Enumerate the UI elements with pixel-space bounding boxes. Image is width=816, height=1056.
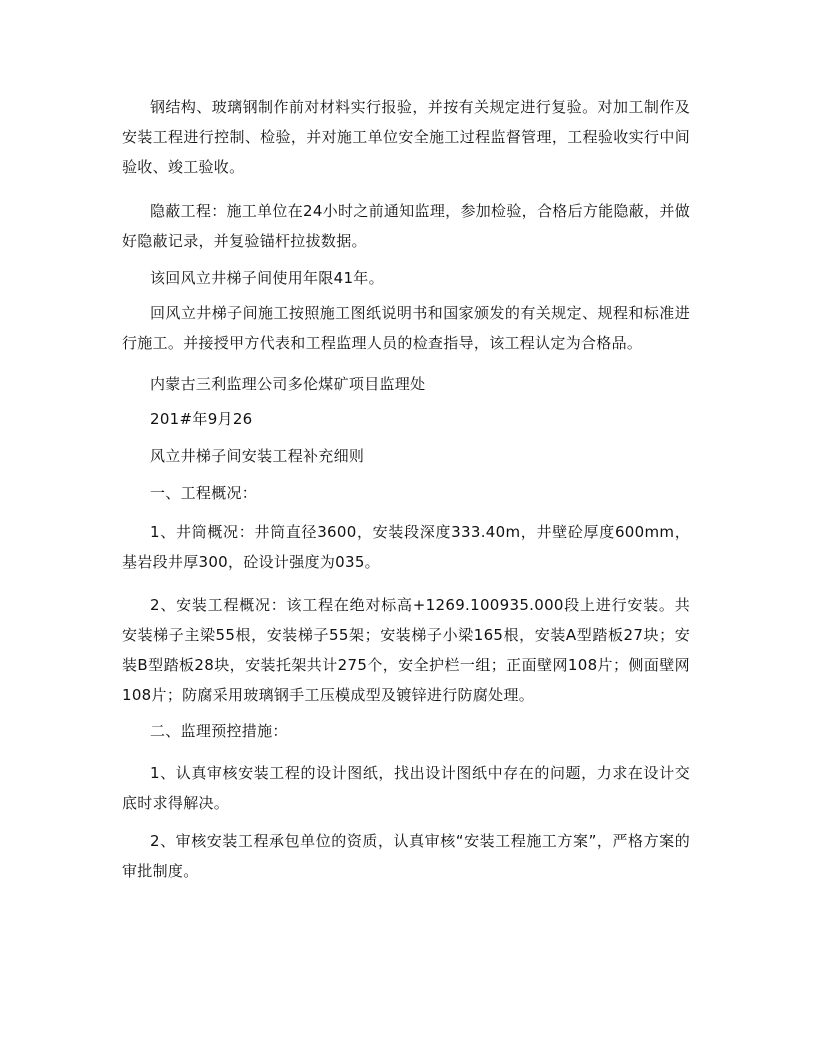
heading-project-overview: 一、工程概况： [150,484,258,502]
paragraph-shaft-overview: 1、井筒概况：井筒直径3600，安装段深度333.40m，井壁砼厚度600mm，基岩段井厚300，砼设计强度为035。 [122,523,690,571]
section-title: 风立井梯子间安装工程补充细则 [150,447,365,465]
paragraph-installation-overview: 2、安装工程概况：该工程在绝对标高+1269.100935.000段上进行安装。共安装梯子主梁55根，安装梯子55架；安装梯子小梁165根，安装A型踏板27块；安装B型踏板28块，安装托架共计275个，安全护栏一组；正面壁网108片；侧面壁网108片；防腐采用玻璃钢手工压模成型及镀锌进行防腐处理。 [122,596,690,704]
paragraph-measure-1: 1、认真审核安装工程的设计图纸，找出设计图纸中存在的问题，力求在设计交底时求得解决。 [122,764,690,812]
heading-control-measures: 二、监理预控措施： [150,722,288,740]
paragraph-concealed-works: 隐蔽工程：施工单位在24小时之前通知监理，参加检验，合格后方能隐蔽，并做好隐蔽记录，并复验锚杆拉拔数据。 [122,202,690,250]
paragraph-signature-org: 内蒙古三利监理公司多伦煤矿项目监理处 [150,375,426,393]
paragraph-measure-2: 2、审核安装工程承包单位的资质，认真审核“安装工程施工方案”，严格方案的审批制度。 [122,832,690,880]
paragraph-material-inspection: 钢结构、玻璃钢制作前对材料实行报验，并按有关规定进行复验。对加工制作及安装工程进行控制、检验，并对施工单位安全施工过程监督管理，工程验收实行中间验收、竣工验收。 [122,98,690,176]
paragraph-date: 201#年9月26 [150,410,253,428]
paragraph-service-life: 该回风立井梯子间使用年限41年。 [150,269,384,287]
paragraph-construction-basis: 回风立井梯子间施工按照施工图纸说明书和国家颁发的有关规定、规程和标准进行施工。并接授甲方代表和工程监理人员的检查指导，该工程认定为合格品。 [122,304,690,352]
